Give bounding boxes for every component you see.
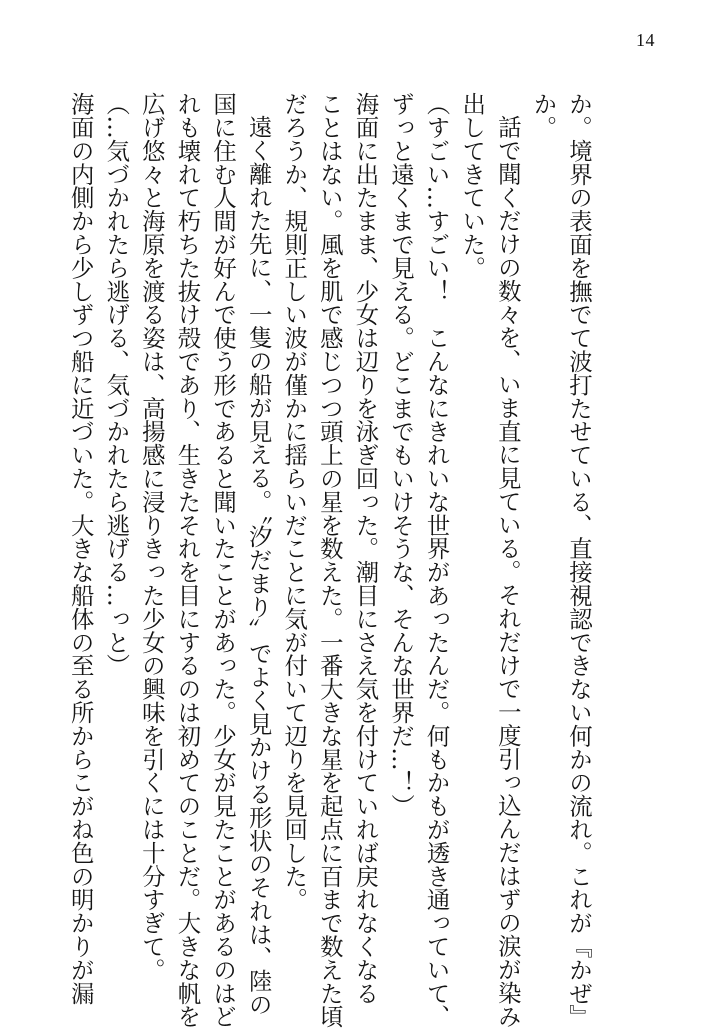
text-column: れも壊れて朽ちた抜け殻であり、生きたそれを目にするのは初めてのことだ。大きな帆を <box>173 92 202 1028</box>
text-column: ずっと遠くまで見える。どこまでもいけそうな、そんな世界だ…！） <box>387 92 416 818</box>
text-column: 話で聞くだけの数々を、いま直に見ている。それだけで一度引っ込んだはずの涙が染み <box>493 115 522 1028</box>
text-column: 海面の内側から少しずつ船に近づいた。大きな船体の至る所からこがね色の明かりが漏 <box>66 92 95 1005</box>
text-column: 出してきていた。 <box>458 92 487 280</box>
vertical-text-body <box>66 92 596 1028</box>
text-column: か。境界の表面を撫でて波打たせている、直接視認できない何かの流れ。これが『かぜ』 <box>565 92 593 1028</box>
text-column: 広げ悠々と海原を渡る姿は、高揚感に浸りきった少女の興味を引くには十分すぎて。 <box>137 92 166 982</box>
text-column: 国に住む人間が好んで使う形であると聞いたことがあった。少女が見たことがあるのはど <box>209 92 238 1028</box>
text-column: だろうか、規則正しい波が僅かに揺らいだことに気が付いて辺りを見回した。 <box>280 92 309 911</box>
text-column: 遠く離れた先に、一隻の船が見える。〝汐だまり〟でよく見かける形状のそれは、陸の <box>244 115 273 1017</box>
text-column: （すごい…すごい！ こんなにきれいな世界があったんだ。何もかもが透き通っていて、 <box>422 92 451 1028</box>
text-column: 海面に出たまま、少女は辺りを泳ぎ回った。潮目にさえ気を付けていれば戻れなくなる <box>351 92 380 1005</box>
text-column: ことはない。風を肌で感じつつ頭上の星を数えた。一番大きな星を起点に百まで数えた頃 <box>315 92 344 1028</box>
page-number: 14 <box>636 30 655 50</box>
text-column: か。 <box>529 92 558 139</box>
text-column: （…気づかれたら逃げる、気づかれたら逃げる…っと） <box>102 92 131 677</box>
